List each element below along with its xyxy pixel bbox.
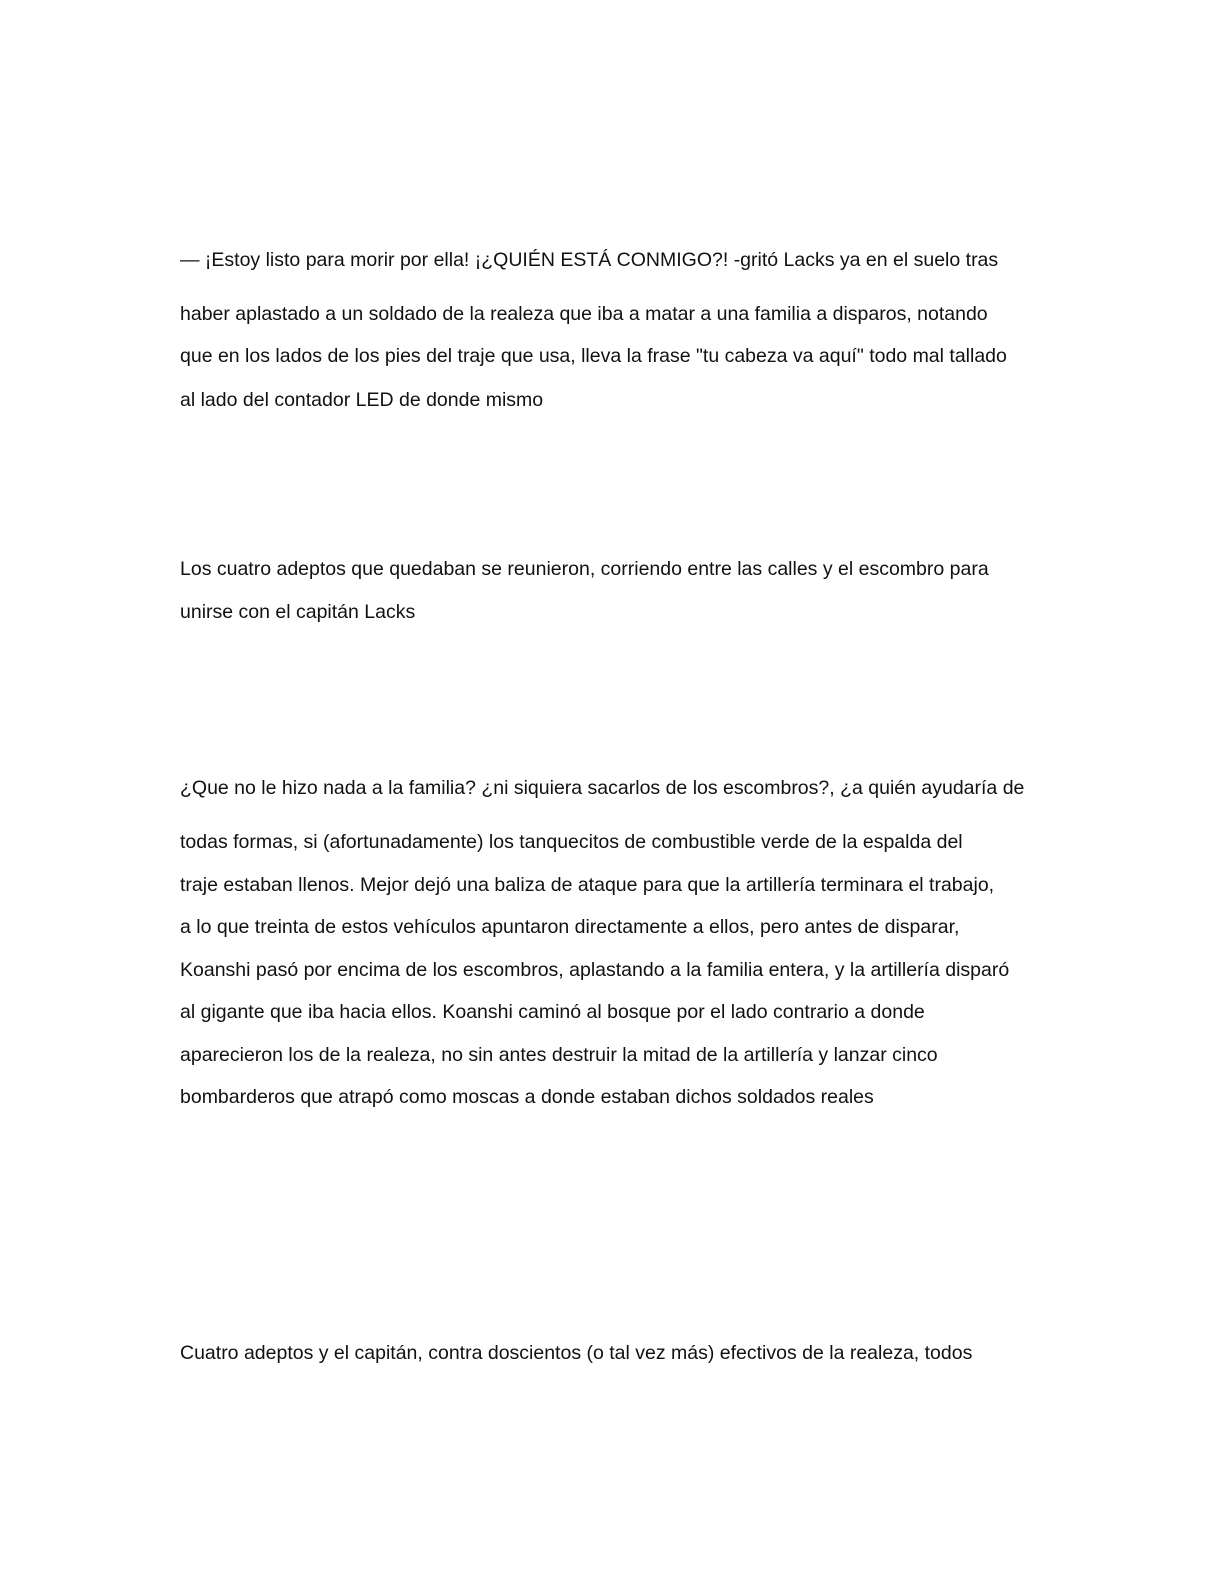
paragraph-3-line-8: bombarderos que atrapó como moscas a donde estaban dichos soldados reales <box>180 1086 874 1108</box>
paragraph-3-line-1: ¿Que no le hizo nada a la familia? ¿ni siquiera sacarlos de los escombros?, ¿a quién ayudaría de <box>180 777 1025 799</box>
paragraph-2-line-1: Los cuatro adeptos que quedaban se reunieron, corriendo entre las calles y el escombro para <box>180 558 989 580</box>
paragraph-1-line-4: al lado del contador LED de donde mismo <box>180 389 544 411</box>
paragraph-1-line-3: que en los lados de los pies del traje que usa, lleva la frase "tu cabeza va aquí" todo mal tallado <box>180 345 1007 367</box>
paragraph-2-line-2: unirse con el capitán Lacks <box>180 601 416 623</box>
paragraph-3-line-4: a lo que treinta de estos vehículos apuntaron directamente a ellos, pero antes de disparar, <box>180 916 960 938</box>
paragraph-4-line-1: Cuatro adeptos y el capitán, contra doscientos (o tal vez más) efectivos de la realeza, todos <box>180 1342 973 1364</box>
paragraph-3-line-6: al gigante que iba hacia ellos. Koanshi caminó al bosque por el lado contrario a donde <box>180 1001 925 1023</box>
paragraph-3-line-5: Koanshi pasó por encima de los escombros, aplastando a la familia entera, y la artillería disparó <box>180 959 1010 981</box>
paragraph-3-line-2: todas formas, si (afortunadamente) los tanquecitos de combustible verde de la espalda del <box>180 831 963 853</box>
paragraph-1-line-2: haber aplastado a un soldado de la realeza que iba a matar a una familia a disparos, notando <box>180 303 988 325</box>
paragraph-3-line-7: aparecieron los de la realeza, no sin antes destruir la mitad de la artillería y lanzar cinco <box>180 1044 938 1066</box>
paragraph-3-line-3: traje estaban llenos. Mejor dejó una baliza de ataque para que la artillería terminara el trabajo, <box>180 874 995 896</box>
paragraph-1-line-1: — ¡Estoy listo para morir por ella! ¡¿QUIÉN ESTÁ CONMIGO?! -gritó Lacks ya en el suelo tras <box>180 249 999 271</box>
